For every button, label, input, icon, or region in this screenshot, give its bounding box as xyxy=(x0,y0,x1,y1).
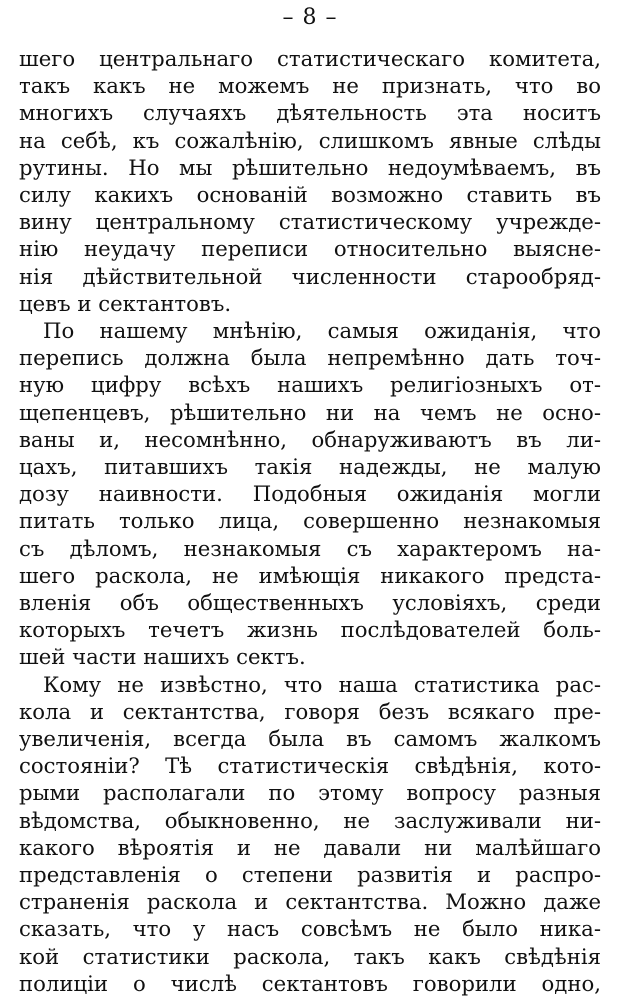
text-line: страненія раскола и сектантства. Можно даже xyxy=(19,890,601,916)
text-line: нія дѣйствительной численности старообряд- xyxy=(19,264,601,290)
text-line: цевъ и сектантовъ. xyxy=(19,291,232,317)
text-line: рыми располагали по этому вопросу разныя xyxy=(19,781,601,807)
text-line: увеличенія, всегда была въ самомъ жалкомъ xyxy=(19,727,601,752)
text-line: кола и сектантства, говоря безъ всякаго пре- xyxy=(19,699,601,725)
text-line: ную цифру всѣхъ нашихъ религіозныхъ от- xyxy=(19,373,601,399)
text-line: рутины. Но мы рѣшительно недоумѣваемъ, въ xyxy=(19,155,601,181)
text-line: вѣдомства, обыкновенно, не заслуживали ни- xyxy=(19,808,601,834)
text-line: на себѣ, къ сожалѣнію, слишкомъ явные слѣды xyxy=(19,128,601,154)
text-line: какого вѣроятія и не давали ни малѣйшаго xyxy=(19,835,601,861)
text-line: состояніи? Тѣ статистическія свѣдѣнія, кото- xyxy=(19,754,601,780)
text-line: ваны и, несомнѣнно, обнаруживаютъ въ ли- xyxy=(19,427,601,453)
text-line: многихъ случаяхъ дѣятельность эта носитъ xyxy=(19,101,601,127)
text-line: шего центральнаго статистическаго комитета, xyxy=(19,47,601,72)
text-line: сказать, что у насъ совсѣмъ не было ника- xyxy=(19,917,601,943)
page-number: – 8 – xyxy=(282,5,338,30)
text-line: силу какихъ основаній возможно ставить въ xyxy=(19,183,601,208)
text-line: По нашему мнѣнію, самыя ожиданія, что xyxy=(43,319,601,344)
text-line: вину центральному статистическому учрежде- xyxy=(19,210,601,236)
text-line: дозу наивности. Подобныя ожиданія могли xyxy=(19,482,601,508)
text-line: съ дѣломъ, незнакомыя съ характеромъ на- xyxy=(19,536,601,562)
text-line: которыхъ течетъ жизнь послѣдователей боль- xyxy=(19,618,601,644)
text-line: кой статистики раскола, такъ какъ свѣдѣнія xyxy=(19,944,601,970)
text-line: цахъ, питавшихъ такія надежды, не малую xyxy=(19,455,601,480)
text-line: представленія о степени развитія и распро- xyxy=(19,863,601,888)
text-line: нію неудачу переписи относительно выясне- xyxy=(19,237,601,263)
text-line: шей части нашихъ сектъ. xyxy=(19,645,306,671)
text-line: вленія объ общественныхъ условіяхъ, среди xyxy=(19,591,601,616)
text-line: щепенцевъ, рѣшительно ни на чемъ не осно- xyxy=(19,400,601,426)
text-line: питать только лица, совершенно незнакомыя xyxy=(19,509,601,535)
text-line: перепись должна была непремѣнно дать точ- xyxy=(19,346,601,372)
text-line: такъ какъ не можемъ не признать, что во xyxy=(19,74,601,100)
text-line: шего раскола, не имѣющія никакого предста- xyxy=(19,563,601,589)
text-line: Кому не извѣстно, что наша статистика рас- xyxy=(43,672,601,698)
text-line: полиціи о числѣ сектантовъ говорили одно, xyxy=(19,971,601,997)
